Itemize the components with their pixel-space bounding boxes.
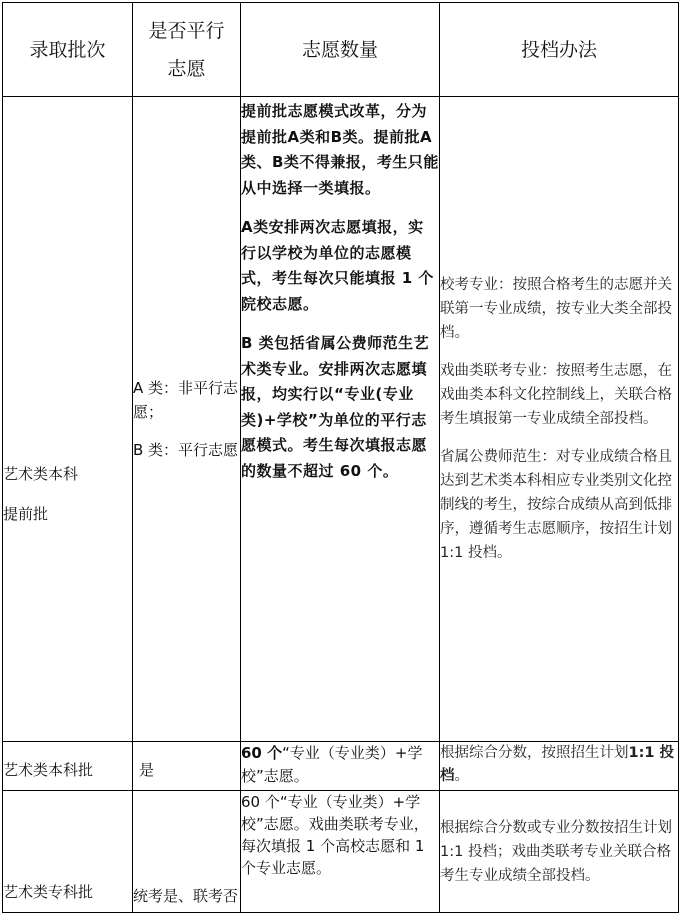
method-paragraph-2: 戏曲类联考专业：按照考生志愿，在戏曲类本科文化控制线上，关联合格考生填报第一专业成绩全部投档。 <box>440 363 672 427</box>
header-batch: 录取批次 <box>3 3 133 97</box>
method-cell <box>440 97 679 742</box>
method-end-text: 。 <box>454 768 469 784</box>
volunteer-count-cell: 60 个“专业（专业类）+学校”志愿。戏曲类联考专业，每次填报 1 个高校志愿和 1 个专业志愿。 <box>241 791 440 913</box>
header-volunteer-count: 志愿数量 <box>241 3 440 97</box>
count-paragraph-2: A类安排两次志愿填报，实行以学校为单位的志愿模式，考生每次只能填报 1 个院校志愿。 <box>241 218 434 313</box>
batch-line2: 提前批 <box>3 505 49 523</box>
count-rest-text: “专业（专业类）+学校”志愿。 <box>241 744 423 785</box>
parallel-cell: 是 <box>133 742 241 791</box>
batch-cell: 艺术类专科批 <box>3 791 133 913</box>
header-method: 投档办法 <box>440 3 679 97</box>
batch-line1: 艺术类本科 <box>3 465 79 483</box>
count-paragraph-1: 提前批志愿模式改革，分为提前批A类和B类。提前批A类、B类不得兼报，考生只能从中选择一类填报。 <box>241 102 439 197</box>
method-paragraph-3: 省属公费师范生：对专业成绩合格且达到艺术类本科相应专业类别文化控制线的考生，按综合成绩从高到低排序，遵循考生志愿顺序，按招生计划 1:1 投档。 <box>440 449 672 561</box>
parallel-b-text: B 类：平行志愿 <box>133 441 239 459</box>
batch-cell <box>3 97 133 742</box>
count-bold-text: 60 个 <box>241 744 283 762</box>
method-paragraph-1: 校考专业：按照合格考生的志愿并关联第一专业成绩，按专业大类全部投档。 <box>440 277 672 341</box>
table-row <box>3 791 679 913</box>
count-paragraph-3: B 类包括省属公费师范生艺术类专业。安排两次志愿填报，均实行以“专业(专业类)+学校”为单位的平行志愿模式。考生每次填报志愿的数量不超过 60 个。 <box>241 334 430 480</box>
method-cell <box>440 742 679 791</box>
header-parallel-line1: 是否平行 <box>148 19 225 42</box>
table-row <box>3 97 679 742</box>
admission-table <box>2 2 679 913</box>
method-bold-text: 1:1 投档 <box>440 745 675 784</box>
batch-cell: 艺术类本科批 <box>3 742 133 791</box>
table-header-row <box>3 3 679 97</box>
parallel-a-text: A 类：非平行志愿； <box>133 379 239 421</box>
parallel-cell: 统考是、联考否 <box>133 791 241 913</box>
method-cell: 根据综合分数或专业分数按招生计划 1:1 投档；戏曲类联考专业关联合格考生专业成绩全部投档。 <box>440 791 679 913</box>
header-parallel-line2: 志愿 <box>167 57 206 80</box>
volunteer-count-cell <box>241 97 440 742</box>
method-text: 根据综合分数，按照招生计划 <box>440 745 629 761</box>
parallel-cell <box>133 97 241 742</box>
volunteer-count-cell <box>241 742 440 791</box>
table-row <box>3 742 679 791</box>
header-parallel <box>133 3 241 97</box>
